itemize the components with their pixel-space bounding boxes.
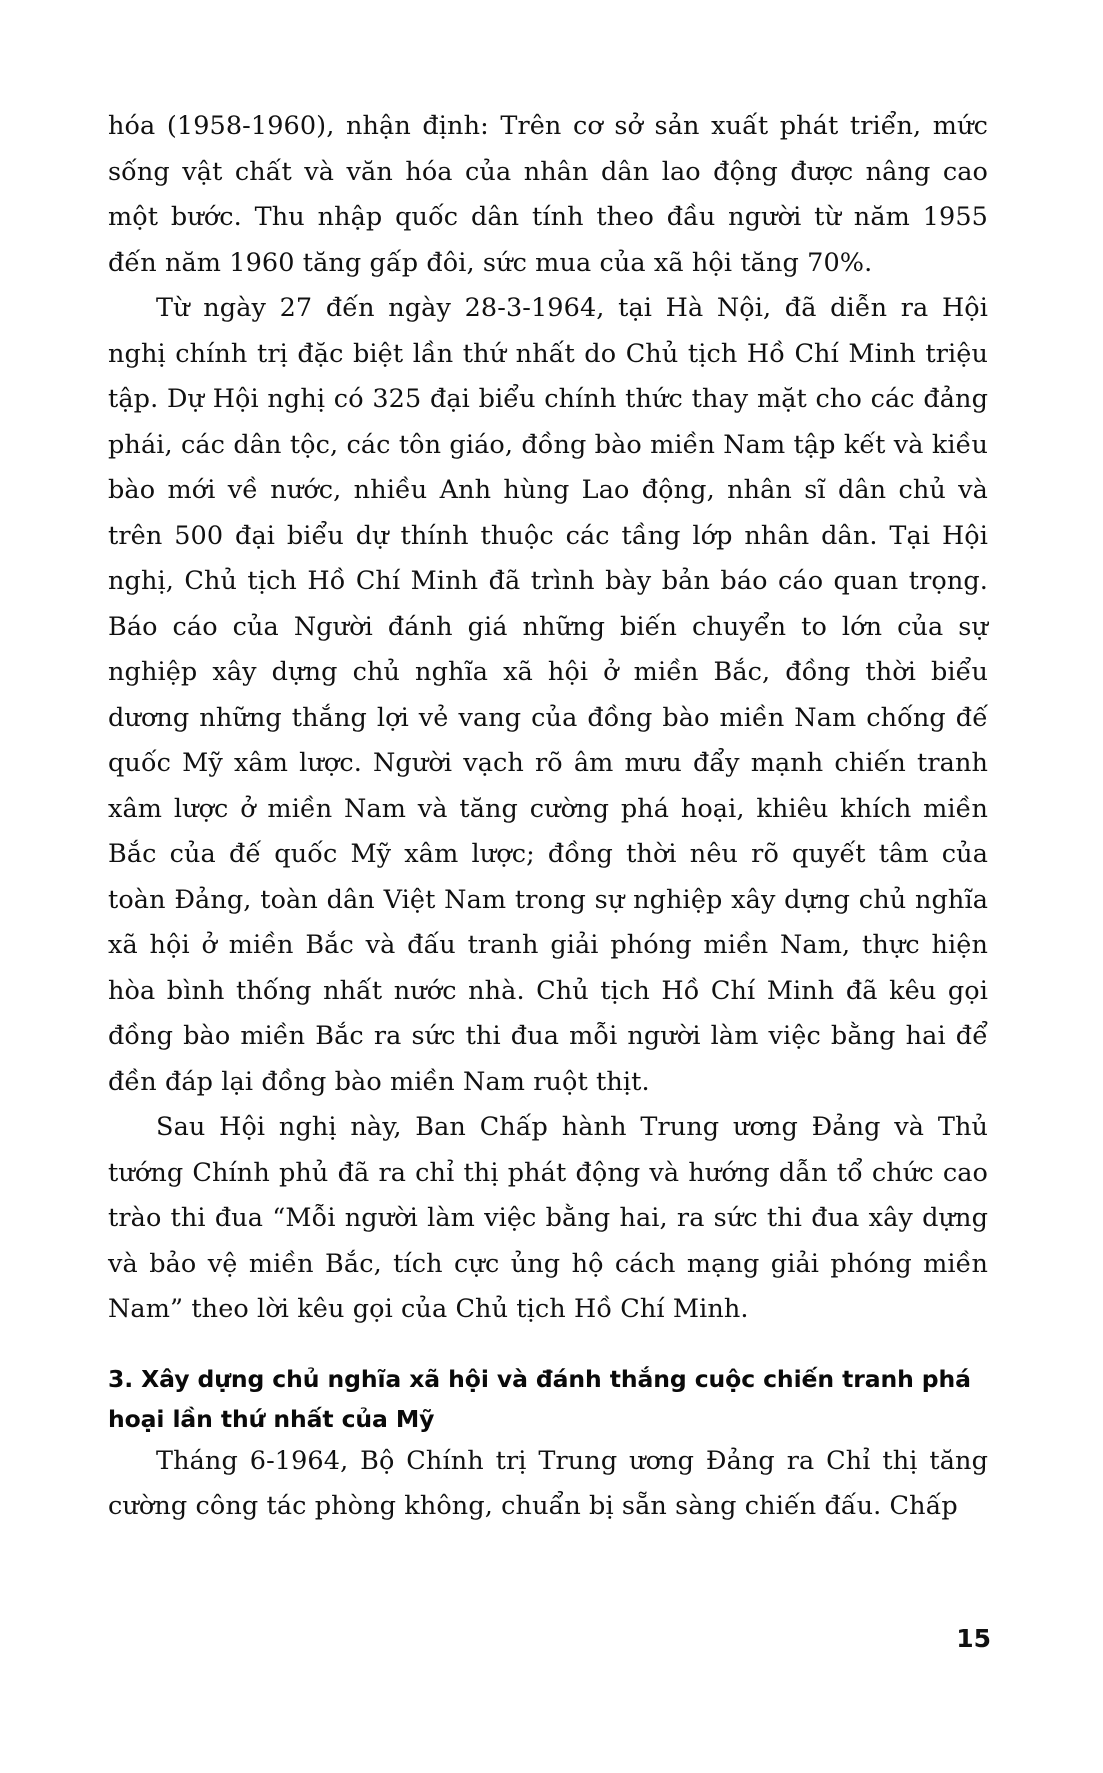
page-number: 15 — [956, 1624, 991, 1653]
paragraph-2: Từ ngày 27 đến ngày 28-3-1964, tại Hà Nội, đã diễn ra Hội nghị chính trị đặc biệt lần thứ nhất do Chủ tịch Hồ Chí Minh triệu tập. Dự Hội nghị có 325 đại biểu chính thức thay mặt cho các đảng phái, các dân tộc, các tôn giáo, đồng bào miền Nam tập kết và kiều bào mới về nước, nhiều Anh hùng Lao động, nhân sĩ dân chủ và trên 500 đại biểu dự thính thuộc các tầng lớp nhân dân. Tại Hội nghị, Chủ tịch Hồ Chí Minh đã trình bày bản báo cáo quan trọng. Báo cáo của Người đánh giá những biến chuyển to lớn của sự nghiệp xây dựng chủ nghĩa xã hội ở miền Bắc, đồng thời biểu dương những thắng lợi vẻ vang của đồng bào miền Nam chống đế quốc Mỹ xâm lược. Người vạch rõ âm mưu đẩy mạnh chiến tranh xâm lược ở miền Nam và tăng cường phá hoại, khiêu khích miền Bắc của đế quốc Mỹ xâm lược; đồng thời nêu rõ quyết tâm của toàn Đảng, toàn dân Việt Nam trong sự nghiệp xây dựng chủ nghĩa xã hội ở miền Bắc và đấu tranh giải phóng miền Nam, thực hiện hòa bình thống nhất nước nhà. Chủ tịch Hồ Chí Minh đã kêu gọi đồng bào miền Bắc ra sức thi đua mỗi người làm việc bằng hai để đền đáp lại đồng bào miền Nam ruột thịt. — [108, 293, 988, 1097]
paragraph-4: Tháng 6-1964, Bộ Chính trị Trung ương Đảng ra Chỉ thị tăng cường công tác phòng không, chuẩn bị sẵn sàng chiến đấu. Chấp — [108, 1445, 988, 1521]
page-content — [108, 104, 988, 1530]
paragraph-1: hóa (1958-1960), nhận định: Trên cơ sở sản xuất phát triển, mức sống vật chất và văn hóa của nhân dân lao động được nâng cao một bước. Thu nhập quốc dân tính theo đầu người từ năm 1955 đến năm 1960 tăng gấp đôi, sức mua của xã hội tăng 70%. — [108, 111, 988, 278]
paragraph-3: Sau Hội nghị này, Ban Chấp hành Trung ương Đảng và Thủ tướng Chính phủ đã ra chỉ thị phát động và hướng dẫn tổ chức cao trào thi đua “Mỗi người làm việc bằng hai, ra sức thi đua xây dựng và bảo vệ miền Bắc, tích cực ủng hộ cách mạng giải phóng miền Nam” theo lời kêu gọi của Chủ tịch Hồ Chí Minh. — [108, 1112, 988, 1324]
section-heading: 3. Xây dựng chủ nghĩa xã hội và đánh thắng cuộc chiến tranh phá hoại lần thứ nhất của Mỹ — [108, 1364, 971, 1433]
